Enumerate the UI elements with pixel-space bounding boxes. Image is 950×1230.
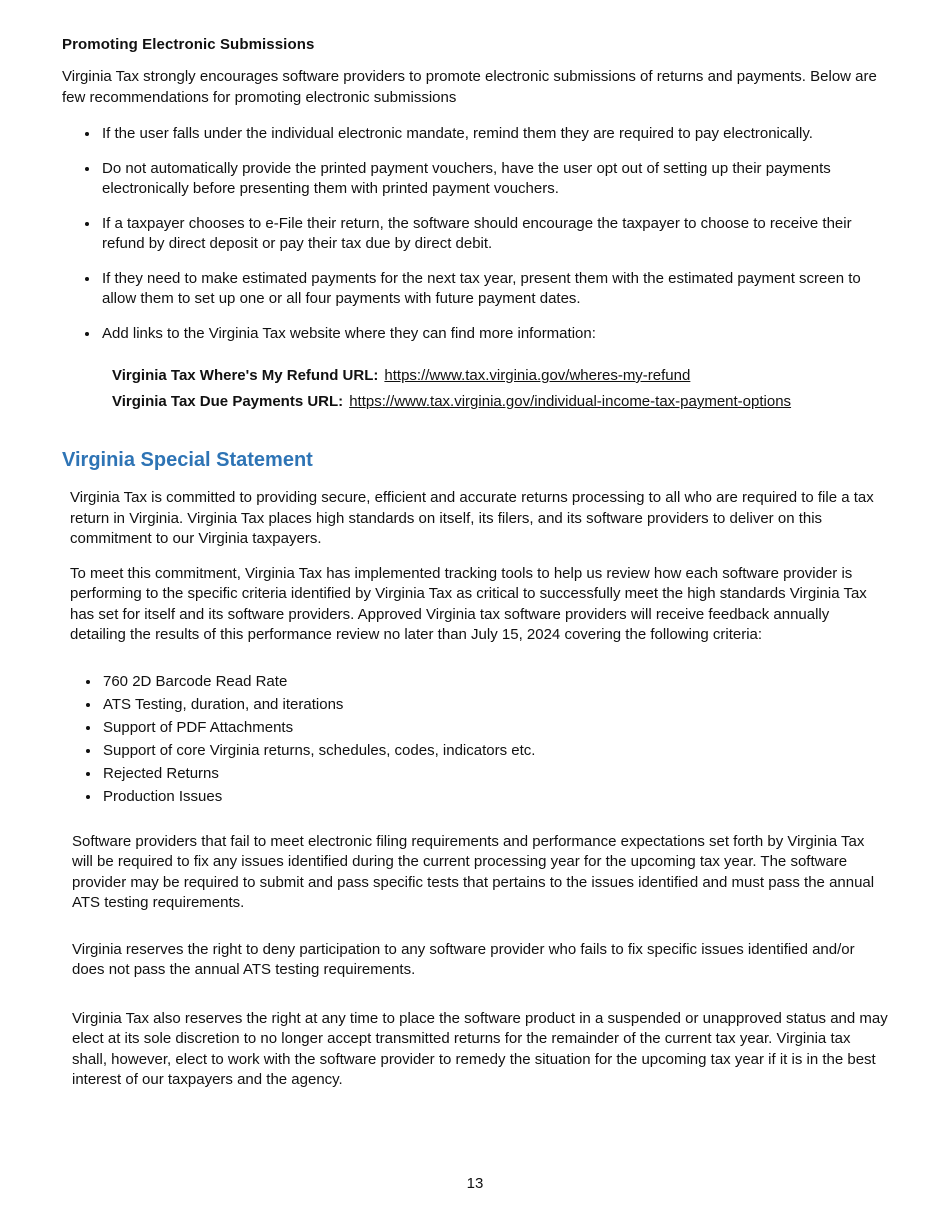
criteria-item: • Production Issues [101,785,888,808]
special-statement-heading: Virginia Special Statement [62,449,313,471]
refund-url-link[interactable]: https://www.tax.virginia.gov/wheres-my-refund [384,367,691,384]
criteria-item: • Support of PDF Attachments [101,716,888,739]
due-payments-url-label: Virginia Tax Due Payments URL: [112,393,344,410]
criteria-bullet-list [62,670,888,808]
refund-url-label: Virginia Tax Where's My Refund URL: [112,367,379,384]
promoting-intro-paragraph: Virginia Tax strongly encourages software providers to promote electronic submissions of returns and payments. Below are few recommendations for promoting electronic submissions [62,68,877,106]
refund-url-row [112,363,888,389]
bullet-item: • If they need to make estimated payments for the next tax year, present them with the estimated payment screen to allow them to set up one or all four payments with future payment dates. [100,269,888,310]
bullet-item: • If the user falls under the individual electronic mandate, remind them they are required to pay electronically. [100,124,888,145]
promoting-heading: Promoting Electronic Submissions [62,36,315,53]
special-statement-paragraph-1: Virginia Tax is committed to providing secure, efficient and accurate returns processing to all who are required to file a tax return in Virginia. Virginia Tax places high standards on itself, its filers, and its software providers to deliver on this commitment to our Virginia taxpayers. [70,489,874,547]
special-statement-paragraph-5: Virginia Tax also reserves the right at any time to place the software product in a suspended or unapproved status and may elect at its sole discretion to no longer accept transmitted returns for the remainder of the current tax year. Virginia tax shall, however, elect to work with the software provider to remedy the situation for the upcoming tax year if it is in the best interest of our taxpayers and the agency. [72,1009,888,1088]
bullet-item: • If a taxpayer chooses to e-File their return, the software should encourage the taxpayer to choose to receive their refund by direct deposit or pay their tax due by direct debit. [100,214,888,255]
criteria-item: • Rejected Returns [101,762,888,785]
special-statement-paragraph-3: Software providers that fail to meet electronic filing requirements and performance expectations set forth by Virginia Tax will be required to fix any issues identified during the current processing year for the upcoming tax year. The software provider may be required to submit and pass specific tests that pertains to the issues identified and must pass the annual ATS testing requirements. [72,832,875,911]
special-statement-section [62,449,888,1091]
due-payments-url-row [112,389,888,415]
bullet-item: • Add links to the Virginia Tax website where they can find more information: [100,324,888,345]
criteria-item: • ATS Testing, duration, and iterations [101,693,888,716]
criteria-item: • 760 2D Barcode Read Rate [101,670,888,693]
promoting-section [62,36,888,415]
promoting-bullet-list [62,124,888,344]
tax-links-block [112,363,888,415]
due-payments-url-link[interactable]: https://www.tax.virginia.gov/individual-income-tax-payment-options [349,393,792,410]
special-statement-paragraph-4: Virginia reserves the right to deny participation to any software provider who fails to fix specific issues identified and/or does not pass the annual ATS testing requirements. [72,940,855,978]
special-statement-paragraph-2: To meet this commitment, Virginia Tax has implemented tracking tools to help us review how each software provider is performing to the specific criteria identified by Virginia Tax as critical to successfully meet the high standards Virginia Tax has set for itself and its software providers. Approved Virginia tax software providers will receive feedback annually detailing the results of this performance review no later than July 15, 2024 covering the following criteria: [70,564,867,643]
page-number: 13 [466,1175,484,1192]
criteria-item: • Support of core Virginia returns, schedules, codes, indicators etc. [101,739,888,762]
bullet-item: • Do not automatically provide the printed payment vouchers, have the user opt out of setting up their payments electronically before presenting them with printed payment vouchers. [100,159,888,200]
